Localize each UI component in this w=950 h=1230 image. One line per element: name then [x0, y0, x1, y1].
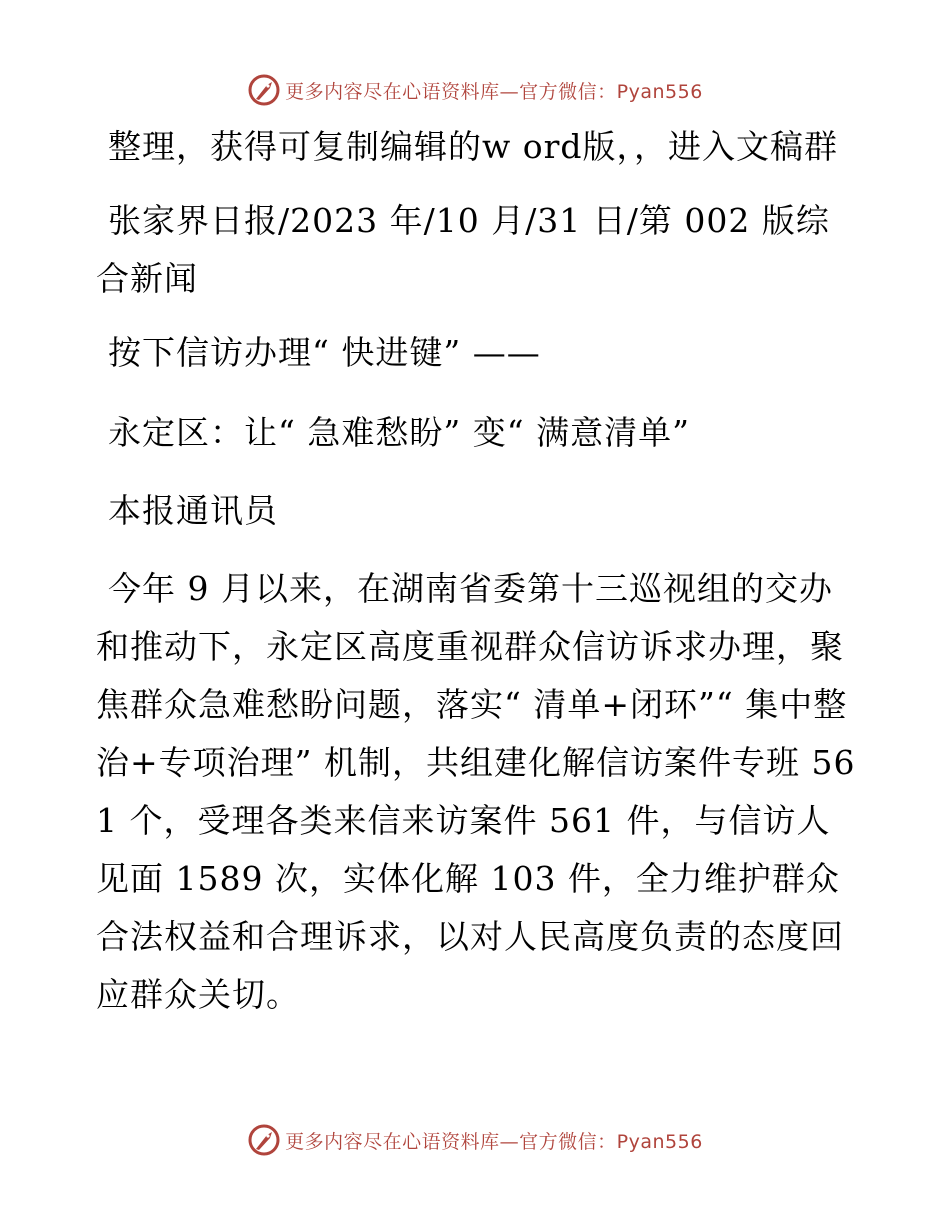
pen-nib-icon — [247, 1123, 281, 1157]
intro-line: 整理，获得可复制编辑的w ord版，，进入文稿群 — [108, 127, 839, 166]
source-line: 张家界日报/2023 年/10 月/31 日/第 002 版综合新闻 — [96, 201, 830, 298]
watermark-header — [0, 70, 950, 110]
article-kicker: 按下信访办理“ 快进键” —— — [108, 333, 541, 372]
watermark-footer — [0, 1120, 950, 1160]
pen-nib-icon — [247, 73, 281, 107]
article-paragraph: 今年 9 月以来，在湖南省委第十三巡视组的交办和推动下，永定区高度重视群众信访诉求办理，聚焦群众急难愁盼问题，落实“ 清单+闭环”“ 集中整治+专项治理” 机制，共组建化解信访案件专班 561 个，受理各类来信来访案件 561 件，与信访人见面 1589 次，实体化解 103 件，全力维护群众合法权益和合理诉求，以对人民高度负责的态度回应群众关切。 — [96, 569, 856, 1014]
watermark-text: 更多内容尽在心语资料库—官方微信：Pyan556 — [285, 80, 703, 103]
byline: 本报通讯员 — [108, 491, 278, 530]
document-body — [96, 118, 856, 1024]
watermark-text: 更多内容尽在心语资料库—官方微信：Pyan556 — [285, 1130, 703, 1153]
article-title: 永定区：让“ 急难愁盼” 变“ 满意清单” — [108, 413, 690, 452]
